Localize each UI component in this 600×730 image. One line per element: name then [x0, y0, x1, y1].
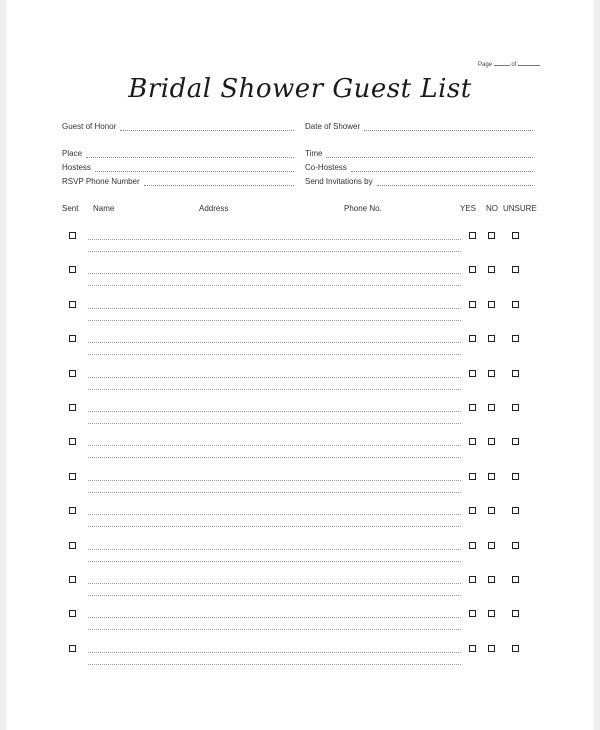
guest-line-1[interactable] [88, 308, 461, 309]
guest-row [0, 505, 600, 539]
sent-checkbox[interactable] [69, 610, 76, 617]
guest-row [0, 574, 600, 608]
yes-checkbox[interactable] [469, 438, 476, 445]
yes-checkbox[interactable] [469, 576, 476, 583]
guest-line-2[interactable] [88, 561, 461, 562]
page-number-blank[interactable] [494, 65, 510, 66]
page-total-blank[interactable] [518, 65, 540, 66]
date-of-shower-field[interactable] [305, 122, 533, 131]
unsure-checkbox[interactable] [512, 404, 519, 411]
guest-line-2[interactable] [88, 492, 461, 493]
yes-checkbox[interactable] [469, 232, 476, 239]
sent-checkbox[interactable] [69, 473, 76, 480]
sent-checkbox[interactable] [69, 404, 76, 411]
unsure-checkbox[interactable] [512, 645, 519, 652]
unsure-checkbox[interactable] [512, 301, 519, 308]
unsure-checkbox[interactable] [512, 507, 519, 514]
guest-row [0, 333, 600, 367]
guest-of-honor-label: Guest of Honor [62, 122, 117, 131]
hostess-line[interactable] [95, 165, 294, 172]
column-header-sent: Sent [62, 204, 79, 213]
guest-line-2[interactable] [88, 320, 461, 321]
place-field[interactable] [62, 149, 294, 158]
sent-checkbox[interactable] [69, 542, 76, 549]
no-checkbox[interactable] [488, 301, 495, 308]
guest-line-2[interactable] [88, 354, 461, 355]
guest-line-2[interactable] [88, 251, 461, 252]
send-invitations-line[interactable] [377, 179, 533, 186]
column-header-yes: YES [460, 204, 477, 213]
guest-line-2[interactable] [88, 629, 461, 630]
sent-checkbox[interactable] [69, 576, 76, 583]
guest-line-2[interactable] [88, 389, 461, 390]
send-invitations-field[interactable] [305, 177, 533, 186]
sent-checkbox[interactable] [69, 266, 76, 273]
column-header-address: Address [199, 204, 229, 213]
no-checkbox[interactable] [488, 645, 495, 652]
no-checkbox[interactable] [488, 266, 495, 273]
yes-checkbox[interactable] [469, 542, 476, 549]
time-label: Time [305, 149, 323, 158]
no-checkbox[interactable] [488, 335, 495, 342]
yes-checkbox[interactable] [469, 473, 476, 480]
unsure-checkbox[interactable] [512, 542, 519, 549]
place-line[interactable] [86, 151, 294, 158]
guest-line-1[interactable] [88, 411, 461, 412]
rsvp-phone-field[interactable] [62, 177, 294, 186]
guest-line-1[interactable] [88, 480, 461, 481]
column-header-unsure: UNSURE [503, 204, 537, 213]
sent-checkbox[interactable] [69, 370, 76, 377]
co-hostess-line[interactable] [351, 165, 533, 172]
unsure-checkbox[interactable] [512, 335, 519, 342]
guest-of-honor-line[interactable] [120, 124, 294, 131]
unsure-checkbox[interactable] [512, 232, 519, 239]
guest-of-honor-field[interactable] [62, 122, 294, 131]
guest-line-1[interactable] [88, 239, 461, 240]
sent-checkbox[interactable] [69, 438, 76, 445]
guest-line-2[interactable] [88, 664, 461, 665]
page-title: Bridal Shower Guest List [128, 74, 472, 104]
yes-checkbox[interactable] [469, 507, 476, 514]
guest-line-1[interactable] [88, 273, 461, 274]
guest-row [0, 643, 600, 677]
no-checkbox[interactable] [488, 507, 495, 514]
rsvp-phone-line[interactable] [144, 179, 294, 186]
yes-checkbox[interactable] [469, 335, 476, 342]
yes-checkbox[interactable] [469, 370, 476, 377]
guest-line-2[interactable] [88, 526, 461, 527]
page-number [478, 62, 540, 68]
no-checkbox[interactable] [488, 576, 495, 583]
date-of-shower-line[interactable] [364, 124, 533, 131]
yes-checkbox[interactable] [469, 266, 476, 273]
page-label: Page [478, 62, 493, 68]
co-hostess-label: Co-Hostess [305, 163, 347, 172]
page-of-label: of [511, 62, 517, 68]
no-checkbox[interactable] [488, 610, 495, 617]
sent-checkbox[interactable] [69, 335, 76, 342]
unsure-checkbox[interactable] [512, 473, 519, 480]
unsure-checkbox[interactable] [512, 576, 519, 583]
yes-checkbox[interactable] [469, 404, 476, 411]
guest-row [0, 368, 600, 402]
no-checkbox[interactable] [488, 473, 495, 480]
guest-line-1[interactable] [88, 377, 461, 378]
guest-row [0, 471, 600, 505]
guest-row [0, 264, 600, 298]
no-checkbox[interactable] [488, 542, 495, 549]
place-label: Place [62, 149, 83, 158]
hostess-field[interactable] [62, 163, 294, 172]
guest-line-1[interactable] [88, 617, 461, 618]
guest-line-1[interactable] [88, 652, 461, 653]
send-invitations-label: Send Invitations by [305, 177, 373, 186]
guest-line-1[interactable] [88, 583, 461, 584]
guest-row [0, 540, 600, 574]
yes-checkbox[interactable] [469, 301, 476, 308]
guest-row [0, 436, 600, 470]
no-checkbox[interactable] [488, 438, 495, 445]
unsure-checkbox[interactable] [512, 370, 519, 377]
date-of-shower-label: Date of Shower [305, 122, 361, 131]
guest-line-2[interactable] [88, 423, 461, 424]
no-checkbox[interactable] [488, 232, 495, 239]
unsure-checkbox[interactable] [512, 438, 519, 445]
sent-checkbox[interactable] [69, 645, 76, 652]
sent-checkbox[interactable] [69, 507, 76, 514]
hostess-label: Hostess [62, 163, 91, 172]
unsure-checkbox[interactable] [512, 610, 519, 617]
no-checkbox[interactable] [488, 404, 495, 411]
column-header-no: NO [486, 204, 498, 213]
time-field[interactable] [305, 149, 533, 158]
guest-line-2[interactable] [88, 595, 461, 596]
guest-line-1[interactable] [88, 445, 461, 446]
guest-line-1[interactable] [88, 342, 461, 343]
guest-row [0, 230, 600, 264]
yes-checkbox[interactable] [469, 645, 476, 652]
column-header-name: Name [93, 204, 115, 213]
no-checkbox[interactable] [488, 370, 495, 377]
column-header-phone: Phone No. [344, 204, 382, 213]
co-hostess-field[interactable] [305, 163, 533, 172]
yes-checkbox[interactable] [469, 610, 476, 617]
unsure-checkbox[interactable] [512, 266, 519, 273]
guest-line-1[interactable] [88, 549, 461, 550]
guest-row [0, 299, 600, 333]
time-line[interactable] [326, 151, 533, 158]
sent-checkbox[interactable] [69, 301, 76, 308]
guest-row [0, 402, 600, 436]
guest-line-2[interactable] [88, 285, 461, 286]
guest-row [0, 608, 600, 642]
guest-line-2[interactable] [88, 457, 461, 458]
sent-checkbox[interactable] [69, 232, 76, 239]
guest-line-1[interactable] [88, 514, 461, 515]
rsvp-phone-label: RSVP Phone Number [62, 177, 140, 186]
